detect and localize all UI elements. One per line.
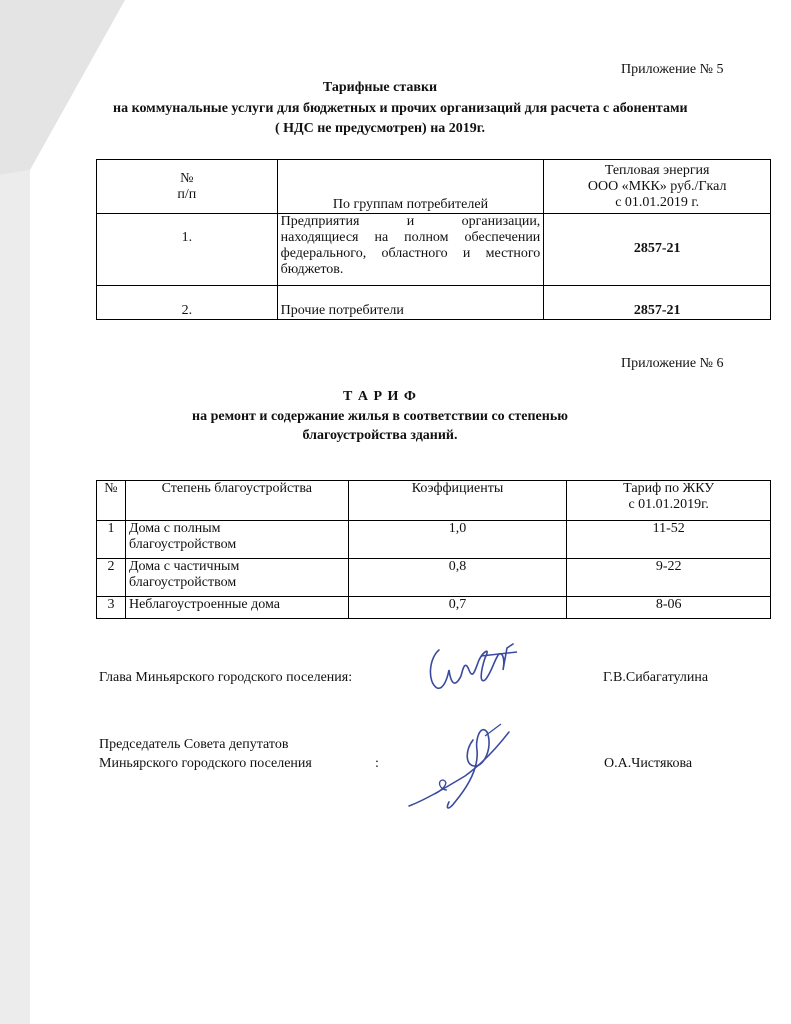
document-page <box>30 0 791 1024</box>
row-num: 2 <box>97 559 126 597</box>
row-tariff: 9-22 <box>567 559 771 597</box>
header-num-line1: № <box>180 170 194 186</box>
table-row <box>97 597 771 619</box>
row-tariff: 8-06 <box>567 597 771 619</box>
row-coef: 0,7 <box>348 597 567 619</box>
table-row <box>97 286 771 320</box>
row-num: 1 <box>97 521 126 559</box>
appendix-6-label: Приложение № 6 <box>621 356 724 371</box>
row-degree <box>125 559 348 597</box>
row-degree-line: Неблагоустроенные дома <box>128 597 280 612</box>
appendix-5-title: Тарифные ставки <box>322 80 438 95</box>
table-row <box>97 559 771 597</box>
row-tariff: 11-52 <box>567 521 771 559</box>
chair-colon: : <box>375 756 379 771</box>
row-group-line: бюджетов. <box>280 262 344 277</box>
row-coef: 0,8 <box>348 559 567 597</box>
row-num: 1. <box>97 214 278 286</box>
heat-tariff-table <box>96 159 771 320</box>
row-degree-line: Дома с частичным <box>128 559 240 574</box>
chair-signature-icon <box>405 710 515 820</box>
row-rate: 2857-21 <box>544 214 771 286</box>
table-header-row <box>97 481 771 521</box>
header-energy-line3: с 01.01.2019 г. <box>615 194 700 210</box>
header-energy-line2: ООО «МКК» руб./Гкал <box>587 178 727 194</box>
header-tariff-line2: с 01.01.2019г. <box>628 497 709 512</box>
row-group <box>277 214 544 286</box>
row-num: 3 <box>97 597 126 619</box>
header-group: По группам потребителей <box>277 160 544 214</box>
housing-tariff-table <box>96 480 771 619</box>
chair-name: О.А.Чистякова <box>604 756 693 771</box>
table-header-row <box>97 160 771 214</box>
appendix-5-subtitle-line1: на коммунальные услуги для бюджетных и прочих организаций для расчета с абонентами <box>113 101 688 116</box>
head-name: Г.В.Сибагатулина <box>603 670 709 685</box>
row-num: 2. <box>97 286 278 320</box>
row-group-line: находящиеся на полном обеспечении <box>280 230 541 245</box>
table-row <box>97 521 771 559</box>
appendix-6-subtitle-line2: благоустройства зданий. <box>302 428 458 443</box>
appendix-6-title: Т А Р И Ф <box>343 389 417 404</box>
header-energy-line1: Тепловая энергия <box>604 162 710 178</box>
appendix-5-label: Приложение № 5 <box>621 62 724 77</box>
row-group <box>277 286 544 320</box>
row-group-line: федерального, областного и местного <box>280 246 541 261</box>
chair-title-line1: Председатель Совета депутатов <box>99 737 289 752</box>
head-signature-icon <box>425 640 525 695</box>
row-coef: 1,0 <box>348 521 567 559</box>
row-group-line: Предприятия и организации, <box>280 214 541 229</box>
head-title: Глава Миньярского городского поселения: <box>99 670 353 685</box>
header-degree: Степень благоустройства <box>125 481 348 521</box>
header-tariff-line1: Тариф по ЖКУ <box>623 481 715 496</box>
header-num-line2: п/п <box>177 186 197 202</box>
row-degree-line: благоустройством <box>128 575 237 590</box>
header-num <box>97 160 278 214</box>
header-energy <box>544 160 771 214</box>
appendix-6-subtitle-line1: на ремонт и содержание жилья в соответствии со степенью <box>192 409 568 424</box>
row-degree <box>125 521 348 559</box>
row-rate: 2857-21 <box>544 286 771 320</box>
header-tariff <box>567 481 771 521</box>
row-degree-line: благоустройством <box>128 537 237 552</box>
chair-title-line2: Миньярского городского поселения <box>99 756 312 771</box>
row-group-line: Прочие потребители <box>280 303 404 318</box>
header-coef: Коэффициенты <box>348 481 567 521</box>
appendix-5-subtitle-line2: ( НДС не предусмотрен) на 2019г. <box>274 121 486 136</box>
header-num: № <box>97 481 126 521</box>
row-degree-line: Дома с полным <box>128 521 221 536</box>
table-row <box>97 214 771 286</box>
row-degree <box>125 597 348 619</box>
